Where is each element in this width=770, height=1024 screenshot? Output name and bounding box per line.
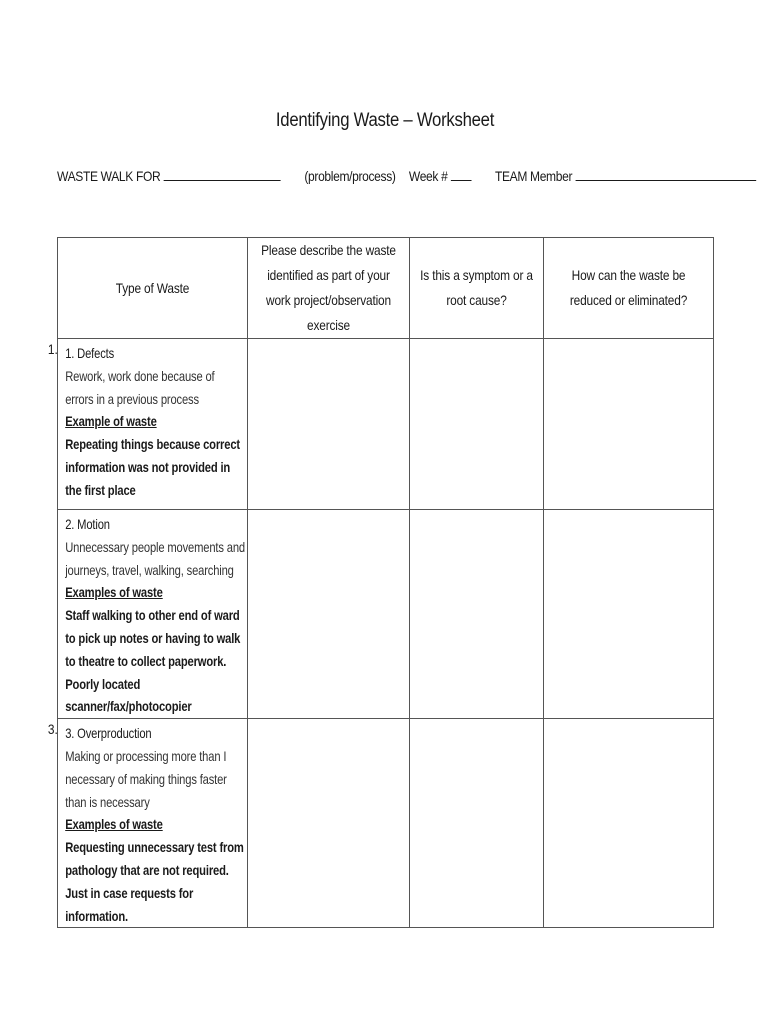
describe-waste-input-cell[interactable] <box>248 339 410 510</box>
header-reduce-or-eliminate: How can the waste be reduced or eliminated? <box>544 238 714 339</box>
header-describe-waste: Please describe the waste identified as part of your work project/observation exercise <box>248 238 410 339</box>
reduce-eliminate-input-cell[interactable] <box>544 510 714 719</box>
example-text: Repeating things because correct information was not provided in the first place <box>65 436 240 498</box>
symptom-root-cause-input-cell[interactable] <box>410 339 544 510</box>
week-text: Week # <box>408 168 448 184</box>
worksheet-title: Identifying Waste – Worksheet <box>275 110 495 131</box>
waste-title: 1. Defects <box>65 345 115 361</box>
header-type-of-waste: Type of Waste <box>58 238 248 339</box>
example-label: Examples of waste <box>65 584 163 601</box>
week-label <box>409 168 482 184</box>
reduce-eliminate-input-cell[interactable] <box>544 339 714 510</box>
symptom-root-cause-input-cell[interactable] <box>410 719 544 928</box>
table-row <box>58 719 714 928</box>
waste-walk-for-blank[interactable] <box>164 168 281 181</box>
waste-description: Unnecessary people movements and journeys, travel, walking, searching <box>65 538 245 578</box>
waste-title: 3. Overproduction <box>65 725 152 742</box>
header-symptom-or-root-cause: Is this a symptom or a root cause? <box>410 238 544 339</box>
symptom-root-cause-input-cell[interactable] <box>410 510 544 719</box>
team-member-label <box>495 168 767 184</box>
waste-walk-line <box>57 168 770 184</box>
example-text: Staff walking to other end of ward to pick up notes or having to walk to theatre to collect paperwork. Poorly located scanner/fax/photocopier <box>65 607 241 715</box>
team-member-blank[interactable] <box>576 168 757 181</box>
waste-worksheet-table <box>47 237 714 928</box>
reduce-eliminate-input-cell[interactable] <box>544 719 714 928</box>
waste-walk-for-text: WASTE WALK FOR <box>57 168 161 184</box>
example-label: Examples of waste <box>65 816 163 833</box>
team-member-text: TEAM Member <box>494 168 573 184</box>
table-header-row <box>58 238 714 339</box>
row-number: 3. <box>47 721 58 738</box>
table-row <box>58 510 714 719</box>
waste-description: Making or processing more than I necessary of making things faster than is necessary <box>65 747 227 810</box>
describe-waste-input-cell[interactable] <box>248 510 410 719</box>
waste-type-cell <box>47 719 248 928</box>
waste-description: Rework, work done because of errors in a previous process <box>65 367 215 407</box>
problem-process-label: (problem/process) <box>304 168 396 184</box>
row-number: 1. <box>47 341 58 357</box>
describe-waste-input-cell[interactable] <box>248 719 410 928</box>
example-text: Requesting unnecessary test from pathology that are not required. Just in case requests for information. <box>65 839 244 924</box>
week-blank[interactable] <box>451 168 472 181</box>
waste-title: 2. Motion <box>65 516 110 532</box>
waste-walk-for-label <box>57 168 291 184</box>
example-label: Example of waste <box>65 413 157 430</box>
table-row <box>58 339 714 510</box>
waste-type-cell <box>58 510 248 719</box>
waste-type-cell <box>47 339 248 510</box>
